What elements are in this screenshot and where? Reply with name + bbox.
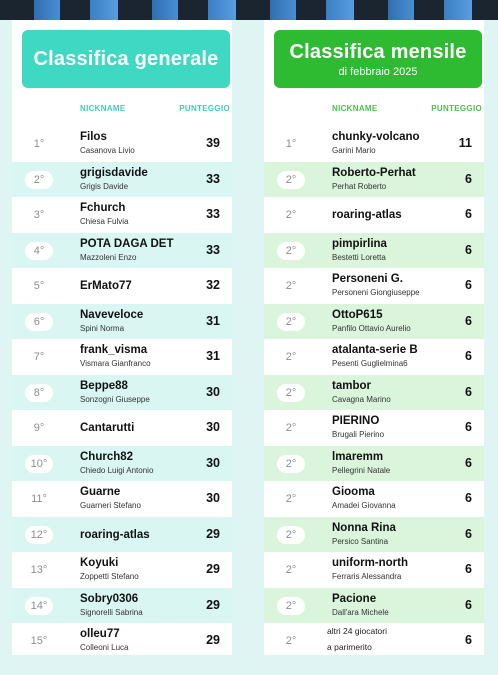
player-nickname: Fchurch (80, 202, 126, 214)
others-note-line2: a parimerito (327, 642, 372, 652)
player-nickname: Koyuki (80, 557, 119, 569)
ranking-row (264, 446, 484, 482)
rank-position: 2° (25, 171, 53, 189)
rank-position: 1° (285, 138, 297, 150)
player-nickname: Personeni G. (332, 273, 403, 285)
player-nickname: Pacione (332, 592, 377, 605)
player-points: 30 (206, 491, 220, 505)
ranking-row (264, 162, 484, 198)
player-nickname: Naveveloce (80, 308, 144, 321)
monthly-ranking-subtitle: di febbraio 2025 (338, 65, 418, 78)
ranking-row (264, 233, 484, 269)
player-points: 39 (206, 136, 220, 150)
ranking-row (12, 268, 232, 304)
rank-position: 2° (285, 493, 297, 505)
rank-position: 2° (277, 526, 305, 544)
player-full-name: Zoppetti Stefano (80, 572, 139, 581)
player-nickname: atalanta-serie B (332, 344, 418, 356)
player-full-name: Garini Mario (332, 146, 376, 155)
rank-position: 5° (33, 280, 45, 292)
general-column-headers (12, 104, 232, 118)
rank-position: 15° (30, 635, 48, 647)
ranking-row (12, 197, 232, 233)
player-points: 6 (465, 491, 472, 505)
player-full-name: Grigis Davide (80, 181, 129, 191)
rank-position: 2° (277, 171, 305, 189)
player-points: 6 (465, 278, 472, 292)
ranking-row (264, 552, 484, 588)
rank-position: 10° (25, 455, 53, 473)
player-full-name: Sonzogni Giuseppe (80, 394, 150, 404)
player-points: 33 (206, 171, 220, 186)
player-nickname: Nonna Rina (332, 521, 396, 534)
ranking-row (12, 446, 232, 482)
player-points: 6 (465, 455, 472, 470)
player-nickname: roaring-atlas (332, 209, 402, 221)
ranking-row (12, 233, 232, 269)
player-full-name: Panfilo Ottavio Aurelio (332, 323, 411, 333)
others-note-line1: altri 24 giocatori (327, 626, 388, 636)
nickname-column-header: NICKNAME (80, 104, 126, 113)
player-nickname: uniform-north (332, 557, 409, 569)
player-points: 6 (465, 420, 472, 434)
player-nickname: Roberto-Perhat (332, 166, 416, 179)
player-full-name: Pellegrini Natale (332, 465, 391, 475)
ranking-row (264, 197, 484, 233)
monthly-ranking-title: Classifica mensile (289, 40, 467, 63)
ranking-row (264, 304, 484, 340)
player-nickname: lmaremm (332, 450, 384, 463)
player-nickname: PIERINO (332, 415, 380, 427)
player-full-name: Persico Santina (332, 536, 389, 546)
monthly-ranking-list (264, 126, 484, 659)
player-full-name: Perhat Roberto (332, 181, 387, 191)
player-full-name: Brugali Pierino (332, 430, 385, 439)
player-nickname: Beppe88 (80, 379, 128, 392)
player-full-name: Vismara Gianfranco (80, 359, 151, 368)
ranking-row (12, 126, 232, 162)
monthly-ranking-header (274, 30, 482, 88)
player-nickname: ErMato77 (80, 280, 132, 292)
player-full-name: Bestetti Loretta (332, 252, 386, 262)
player-points: 6 (465, 313, 472, 328)
rank-position: 6° (25, 313, 53, 331)
ranking-row (12, 517, 232, 553)
rank-position: 2° (277, 455, 305, 473)
ranking-row (12, 339, 232, 375)
rank-position: 2° (277, 242, 305, 260)
rank-position: 8° (25, 384, 53, 402)
rank-position: 2° (285, 422, 297, 434)
ranking-row (12, 623, 232, 659)
player-nickname: grigisdavide (80, 166, 148, 179)
rank-position: 11° (31, 493, 47, 505)
player-points: 30 (206, 384, 220, 399)
player-nickname: Filos (80, 131, 107, 143)
player-points: 30 (206, 420, 220, 434)
ranking-row-others (264, 623, 484, 659)
player-points: 6 (465, 633, 472, 647)
ranking-row (12, 410, 232, 446)
player-points: 31 (206, 349, 220, 363)
ranking-row (12, 588, 232, 624)
player-points: 29 (206, 526, 220, 541)
rank-position: 2° (277, 313, 305, 331)
rank-position: 4° (25, 242, 53, 260)
rank-position: 1° (33, 138, 45, 150)
general-ranking-list (12, 126, 232, 659)
rank-position: 2° (285, 280, 297, 292)
ranking-row (264, 410, 484, 446)
player-full-name: Personeni Giongiuseppe (332, 288, 420, 297)
ranking-row (12, 552, 232, 588)
nickname-column-header: NICKNAME (332, 104, 378, 113)
general-ranking-title: Classifica generale (33, 47, 219, 70)
general-ranking-header (22, 30, 230, 88)
player-full-name: Signorelli Sabrina (80, 607, 143, 617)
rank-position: 2° (285, 209, 297, 221)
ranking-row (12, 304, 232, 340)
player-points: 30 (206, 455, 220, 470)
rank-position: 9° (33, 422, 45, 434)
ranking-row (12, 162, 232, 198)
player-nickname: Church82 (80, 450, 134, 463)
ranking-row (264, 588, 484, 624)
rank-position: 3° (33, 209, 45, 221)
player-full-name: Guarneri Stefano (80, 501, 141, 510)
player-full-name: Chiedo Luigi Antonio (80, 465, 154, 475)
rank-position: 2° (285, 564, 297, 576)
player-nickname: Guarne (80, 486, 121, 498)
player-points: 6 (465, 171, 472, 186)
rank-position: 2° (285, 351, 297, 363)
monthly-ranking-panel (264, 20, 484, 655)
player-nickname: Giooma (332, 486, 375, 498)
rank-position: 7° (33, 351, 45, 363)
rank-position: 2° (277, 597, 305, 615)
player-points: 6 (465, 597, 472, 612)
player-points: 33 (206, 207, 220, 221)
ranking-row (12, 375, 232, 411)
player-nickname: pimpirlina (332, 237, 387, 250)
player-points: 6 (465, 207, 472, 221)
ranking-row (264, 126, 484, 162)
player-full-name: Dall'ara Michele (332, 607, 389, 617)
player-nickname: Cantarutti (80, 422, 135, 434)
player-points: 6 (465, 384, 472, 399)
player-points: 6 (465, 562, 472, 576)
points-column-header: PUNTEGGIO (431, 104, 482, 113)
rank-position: 14° (25, 597, 53, 615)
player-points: 6 (465, 349, 472, 363)
player-full-name: Pesenti Guglielmina6 (332, 359, 408, 368)
player-full-name: Casanova Livio (80, 146, 135, 155)
player-nickname: olleu77 (80, 628, 120, 640)
player-full-name: Cavagna Marino (332, 394, 391, 404)
player-full-name: Amadei Giovanna (332, 501, 396, 510)
rank-position: 12° (25, 526, 53, 544)
player-full-name: Ferraris Alessandra (332, 572, 402, 581)
rank-position: 2° (285, 635, 297, 647)
player-nickname: frank_visma (80, 344, 148, 356)
player-nickname: roaring-atlas (80, 528, 150, 541)
player-points: 29 (206, 562, 220, 576)
ranking-row (12, 481, 232, 517)
player-points: 32 (206, 278, 220, 292)
player-nickname: chunky-volcano (332, 131, 420, 143)
player-nickname: POTA DAGA DET (80, 237, 174, 250)
ranking-row (264, 339, 484, 375)
ranking-row (264, 481, 484, 517)
player-points: 29 (206, 597, 220, 612)
ranking-row (264, 375, 484, 411)
player-points: 29 (206, 633, 220, 647)
player-full-name: Chiesa Fulvia (80, 217, 129, 226)
player-points: 33 (206, 242, 220, 257)
general-ranking-panel (12, 20, 232, 655)
ranking-row (264, 517, 484, 553)
rank-position: 13° (30, 564, 48, 576)
monthly-column-headers (264, 104, 484, 118)
player-points: 6 (465, 242, 472, 257)
points-column-header: PUNTEGGIO (179, 104, 230, 113)
player-nickname: OttoP615 (332, 308, 383, 321)
player-nickname: tambor (332, 379, 371, 392)
player-nickname: Sobry0306 (80, 592, 139, 605)
rank-position: 2° (277, 384, 305, 402)
player-full-name: Spini Norma (80, 323, 125, 333)
player-points: 6 (465, 526, 472, 541)
player-points: 31 (206, 313, 220, 328)
player-full-name: Colleoni Luca (80, 643, 129, 652)
ranking-row (264, 268, 484, 304)
player-points: 11 (458, 136, 472, 150)
top-banner-strip (0, 0, 498, 20)
player-full-name: Mazzoleni Enzo (80, 252, 137, 262)
